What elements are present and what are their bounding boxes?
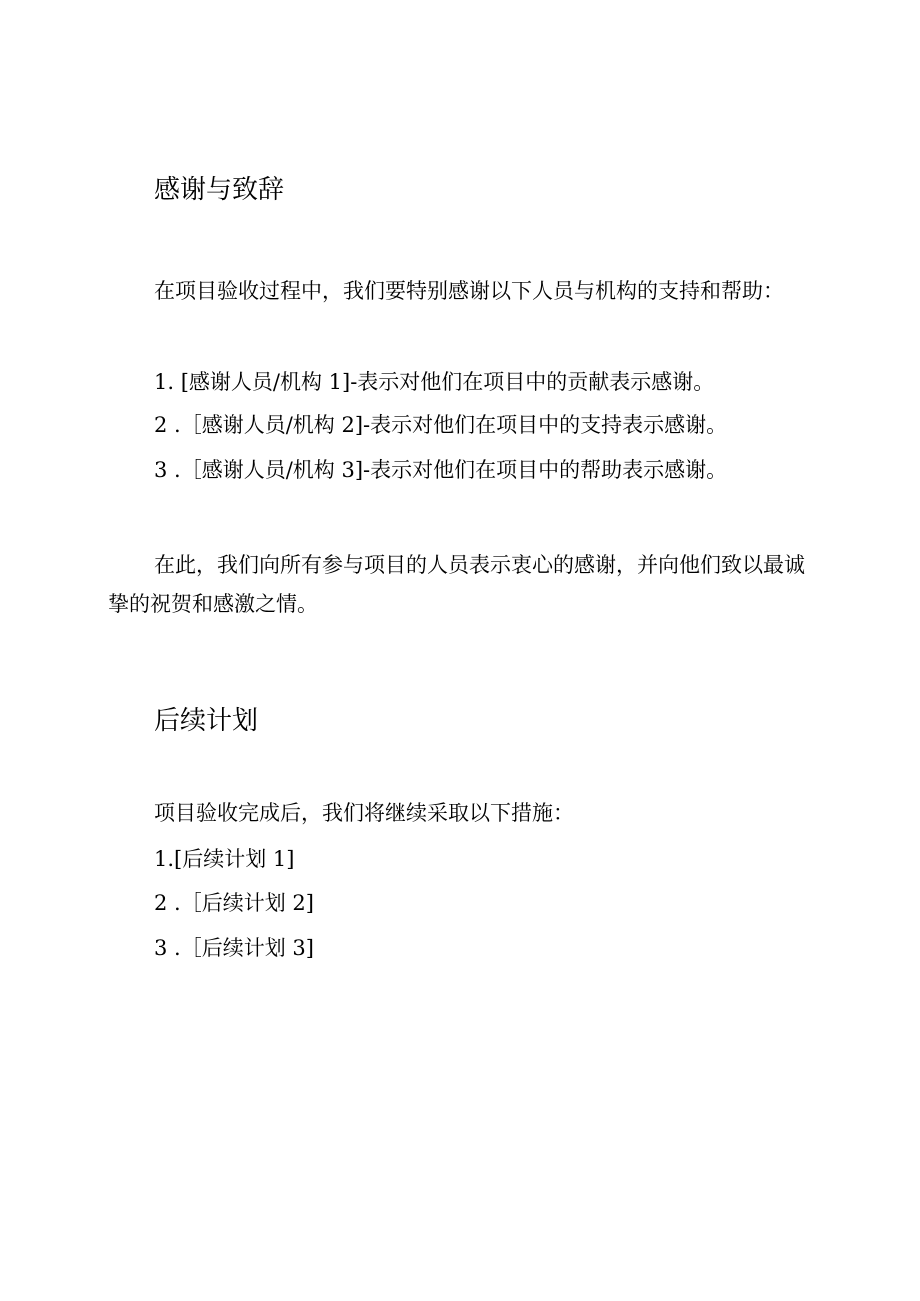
- followup-list-item-3: 3 .［后续计划 3]: [154, 936, 314, 960]
- followup-list-item-2: 2 .［后续计划 2]: [154, 891, 314, 915]
- section-heading-followup: 后续计划: [154, 706, 259, 736]
- thanks-list-item-3: 3 .［感谢人员/机构 3]-表示对他们在项目中的帮助表示感谢。: [154, 458, 728, 482]
- section-heading-thanks: 感谢与致辞: [154, 175, 285, 205]
- thanks-list-item-2: 2 .［感谢人员/机构 2]-表示对他们在项目中的支持表示感谢。: [154, 413, 728, 437]
- followup-list-item-1: 1.[后续计划 1]: [154, 847, 295, 871]
- thanks-list-item-1: 1. [感谢人员/机构 1]-表示对他们在项目中的贡献表示感谢。: [154, 370, 715, 394]
- followup-intro-paragraph: 项目验收完成后，我们将继续采取以下措施：: [154, 801, 574, 825]
- thanks-intro-paragraph: 在项目验收过程中，我们要特别感谢以下人员与机构的支持和帮助：: [154, 279, 784, 303]
- thanks-closing-paragraph: 在此，我们向所有参与项目的人员表示衷心的感谢，并向他们致以最诚挚的祝贺和感激之情。: [108, 553, 805, 616]
